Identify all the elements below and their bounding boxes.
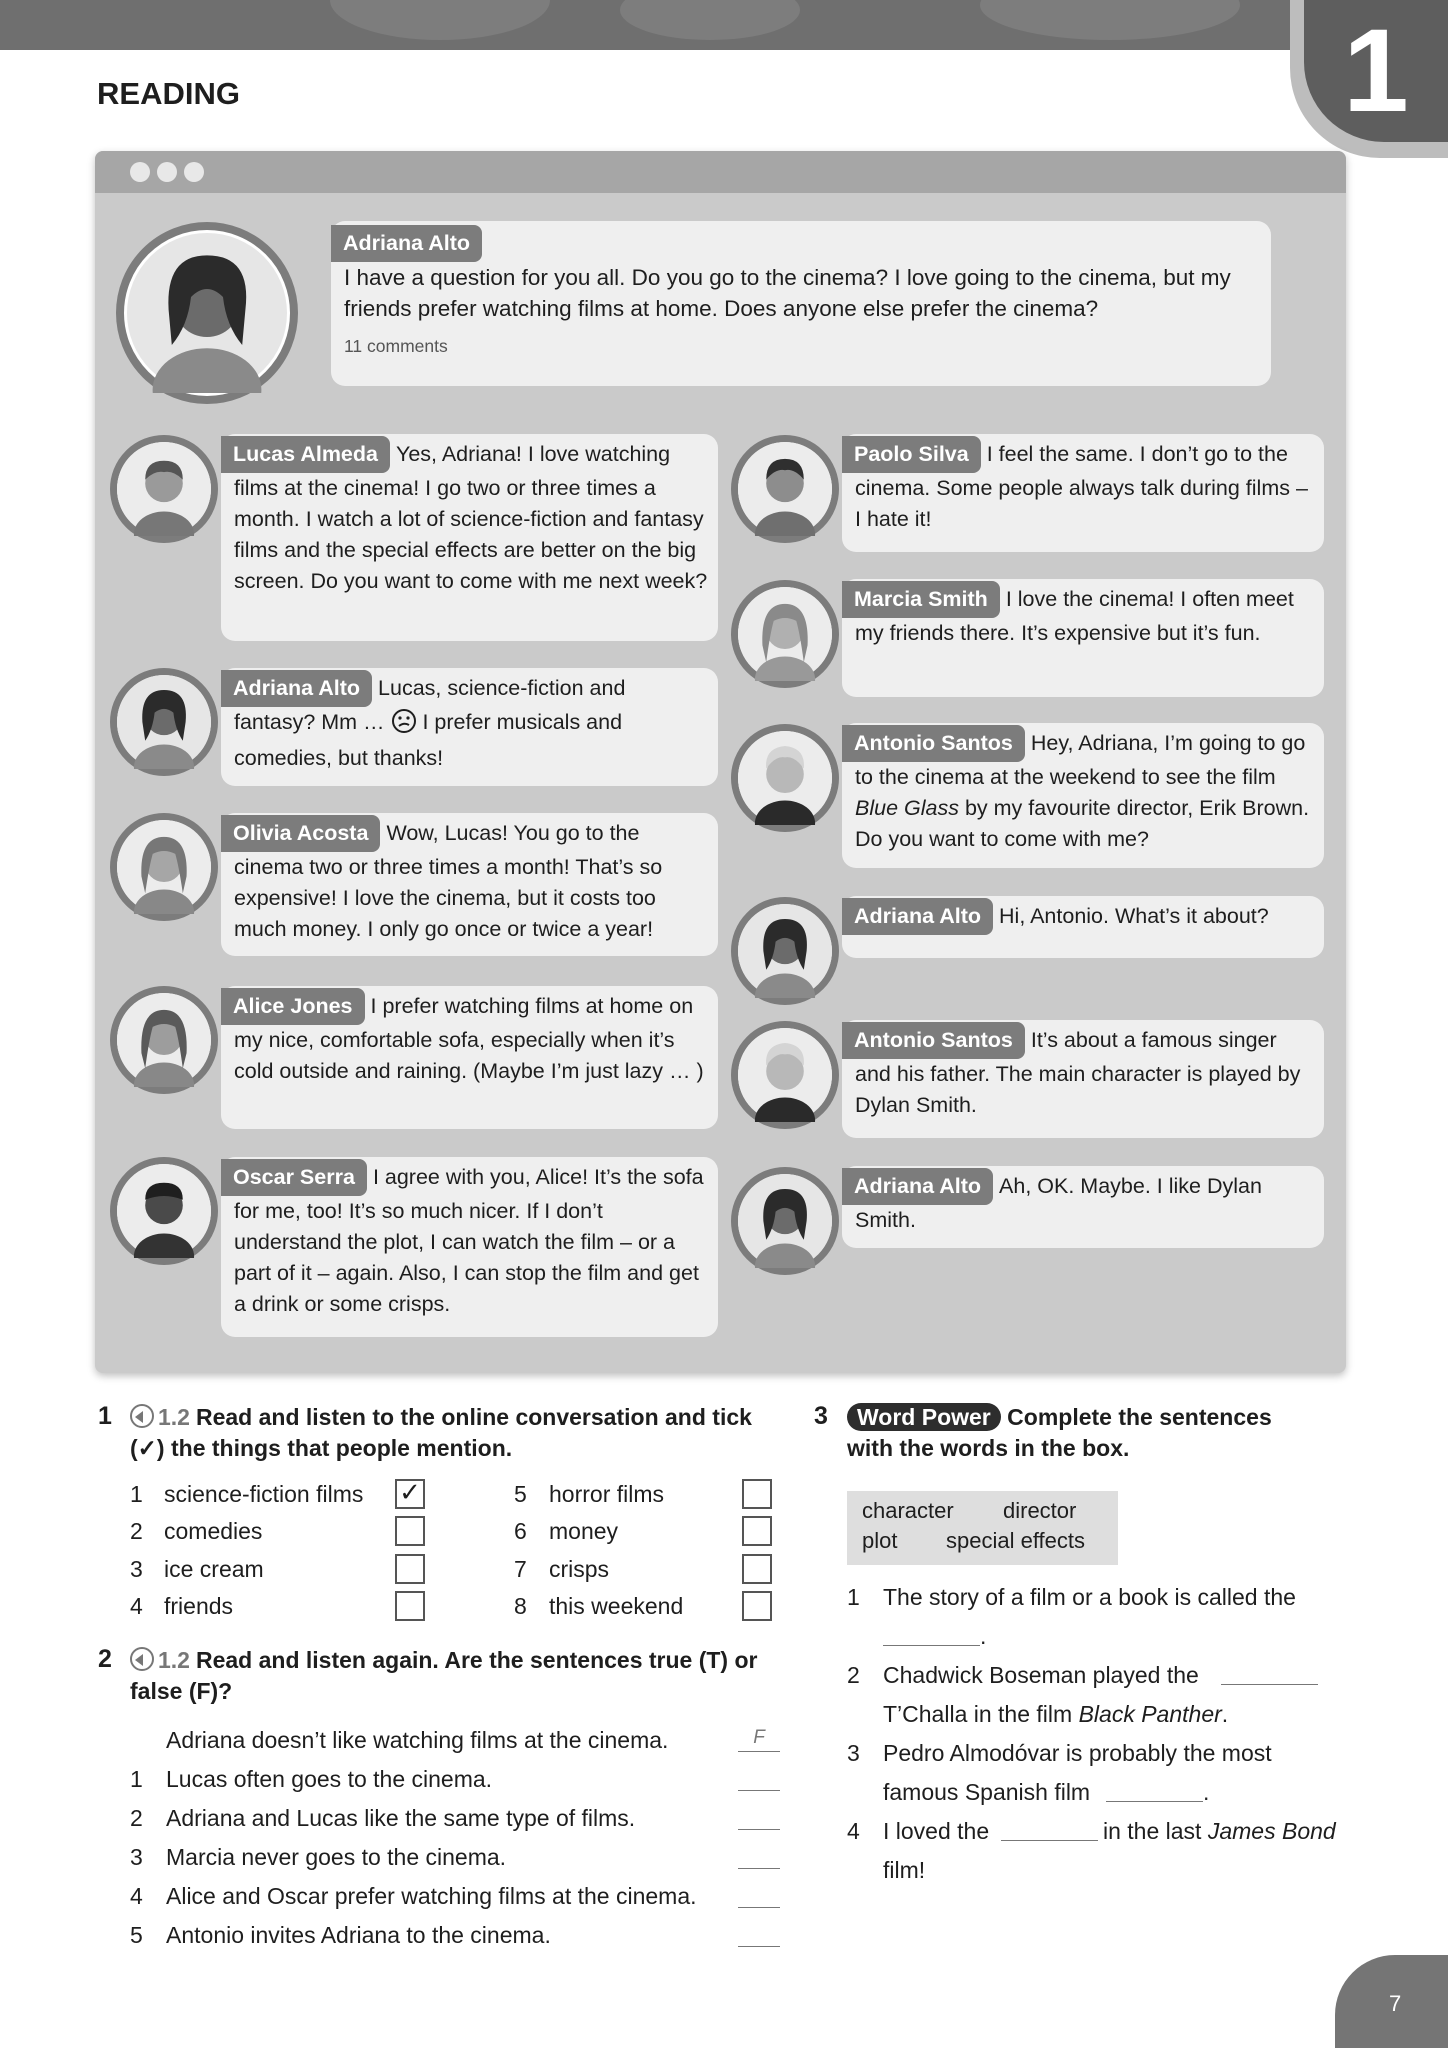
ex3-item-text [1103, 1812, 1336, 1851]
answer-blank[interactable] [738, 1883, 780, 1908]
ex3-text: . [1221, 1701, 1229, 1727]
audio-icon[interactable] [130, 1404, 154, 1428]
item-number: 1 [130, 1481, 143, 1507]
comment-text: Lucas, science-fiction and fantasy? Mm … [234, 676, 626, 734]
comment-text: Wow, Lucas! You go to the cinema two or three times a month! That’s so expensive! I love the cinema, but it costs too much money. I only go once or twice a year! [234, 821, 663, 941]
avatar-alice [110, 986, 218, 1094]
comment-olivia [221, 813, 718, 956]
avatar-lucas [110, 435, 218, 543]
word-box-item: character [862, 1498, 954, 1523]
ex1-item [514, 1481, 665, 1508]
exercise-1-number: 1 [98, 1402, 112, 1430]
item-number: 3 [130, 1556, 143, 1582]
item-text: this weekend [549, 1593, 684, 1619]
ex1-checkbox[interactable] [742, 1554, 772, 1584]
word-box [847, 1491, 1118, 1565]
ex3-item-text [883, 1695, 1228, 1734]
instruction-text: Complete the sentences [1007, 1404, 1272, 1430]
confused-face-icon [391, 708, 417, 743]
ex1-checkbox[interactable] [742, 1591, 772, 1621]
header-band [0, 0, 1448, 50]
ex1-checkbox[interactable] [742, 1479, 772, 1509]
answer-blank[interactable]: F [738, 1727, 780, 1752]
film-title: Black Panther [1078, 1701, 1222, 1727]
item-text: Marcia never goes to the cinema. [166, 1844, 507, 1870]
comment-author: Antonio Santos [842, 1022, 1025, 1059]
exercise-1-instruction [130, 1402, 770, 1464]
exercise-2-instruction [130, 1645, 780, 1707]
comment-text: by my favourite director, Erik Brown. Do you want to come with me? [855, 796, 1310, 851]
exercise-3-number: 3 [814, 1402, 828, 1430]
comment-author: Paolo Silva [842, 436, 981, 473]
comment-text: I love the cinema! I often meet my friends there. It’s expensive but it’s fun. [855, 587, 1294, 645]
avatar-adriana [731, 1167, 839, 1275]
ex3-item-text: I loved the [883, 1818, 990, 1844]
item-number: 1 [130, 1766, 143, 1792]
item-text: horror films [549, 1481, 665, 1507]
ex1-checkbox[interactable] [395, 1516, 425, 1546]
ex1-item [130, 1518, 263, 1545]
item-number: 5 [130, 1922, 143, 1948]
comment-antonio-1 [842, 723, 1324, 868]
item-number: 2 [130, 1518, 143, 1544]
header-decoration [330, 0, 550, 40]
comment-alice [221, 986, 718, 1129]
comment-author: Adriana Alto [221, 670, 372, 707]
ex3-item-number: 2 [847, 1662, 860, 1688]
comment-author: Adriana Alto [842, 898, 993, 935]
ex3-item-number: 1 [847, 1584, 860, 1610]
window-dot [184, 162, 204, 182]
comment-adriana-3 [842, 1166, 1324, 1248]
film-title: James Bond [1207, 1818, 1336, 1844]
ex3-item-number: 3 [847, 1740, 860, 1766]
exercise-2-number: 2 [98, 1645, 112, 1673]
ex2-item [130, 1883, 697, 1910]
comment-text: Hi, Antonio. What’s it about? [999, 904, 1269, 928]
word-box-item: director [1003, 1498, 1077, 1523]
avatar-antonio [731, 1021, 839, 1129]
comment-author: Lucas Almeda [221, 436, 390, 473]
item-text: crisps [549, 1556, 610, 1582]
avatar-adriana [110, 668, 218, 776]
ex3-item-text: Pedro Almodóvar is probably the most [883, 1740, 1272, 1766]
ex3-item-text: The story of a film or a book is called the [883, 1584, 1296, 1610]
item-text: Adriana and Lucas like the same type of films. [166, 1805, 636, 1831]
ex2-item [130, 1844, 507, 1871]
ex3-item-text: film! [883, 1857, 926, 1883]
header-decoration [620, 0, 800, 40]
ex1-item [514, 1518, 619, 1545]
item-text: science-fiction films [164, 1481, 364, 1507]
instruction-text: with the words in the box. [847, 1435, 1130, 1461]
avatar-olivia [110, 813, 218, 921]
comment-author: Adriana Alto [842, 1168, 993, 1205]
comment-text: I prefer watching films at home on my nice, comfortable sofa, especially when it’s cold outside and raining. (Maybe I’m just lazy … ) [234, 994, 704, 1083]
item-number: 7 [514, 1556, 527, 1582]
answer-blank[interactable] [738, 1844, 780, 1869]
header-decoration [980, 0, 1240, 40]
answer-blank[interactable] [738, 1805, 780, 1830]
item-number: 2 [130, 1805, 143, 1831]
ex1-item [514, 1593, 684, 1620]
avatar-oscar [110, 1157, 218, 1265]
post-author: Adriana Alto [331, 225, 482, 262]
comment-text: Ah, OK. Maybe. I like Dylan Smith. [855, 1174, 1262, 1232]
item-text: ice cream [164, 1556, 264, 1582]
window-dot [157, 162, 177, 182]
comment-text: It’s about a famous singer and his father. The main character is played by Dylan Smith. [855, 1028, 1301, 1117]
comment-oscar [221, 1157, 718, 1337]
instruction-text: Read and listen again. Are the sentences true (T) or false (F)? [130, 1647, 758, 1704]
item-number: 4 [130, 1883, 143, 1909]
item-number: 3 [130, 1844, 143, 1870]
ex1-item [514, 1556, 610, 1583]
ex3-item-text: famous Spanish film [883, 1779, 1091, 1805]
item-number: 8 [514, 1593, 527, 1619]
ex3-item-text: . [980, 1623, 987, 1649]
comment-adriana-2 [842, 896, 1324, 958]
instruction-text: Read and listen to the online conversation and tick (✓) the things that people mention. [130, 1404, 752, 1461]
page-number-tab [1335, 1955, 1448, 2048]
comment-adriana-1 [221, 668, 718, 786]
comment-text: Hey, Adriana, I’m going to go to the cinema at the weekend to see the film [855, 731, 1306, 789]
avatar-marcia [731, 580, 839, 688]
ex1-checkbox[interactable] [395, 1591, 425, 1621]
comment-author: Marcia Smith [842, 581, 1000, 618]
item-text: Lucas often goes to the cinema. [166, 1766, 493, 1792]
comment-author: Antonio Santos [842, 725, 1025, 762]
answer-blank[interactable] [1221, 1660, 1318, 1685]
ex1-item [130, 1593, 234, 1620]
window-dot [130, 162, 150, 182]
ex1-item [130, 1481, 364, 1508]
avatar-antonio [731, 724, 839, 832]
ex1-checkbox[interactable]: ✓ [395, 1479, 425, 1509]
comment-author: Oscar Serra [221, 1159, 367, 1196]
comment-paolo [842, 434, 1324, 552]
track-number: 1.2 [158, 1647, 190, 1673]
comment-marcia [842, 579, 1324, 697]
ex1-checkbox[interactable] [742, 1516, 772, 1546]
comment-text: Yes, Adriana! I love watching films at the cinema! I go two or three times a month. I watch a lot of science-fiction and fantasy films and the special effects are better on the big screen. Do you want to come with me next week? [234, 442, 708, 593]
item-number: 5 [514, 1481, 527, 1507]
answer-blank[interactable] [738, 1766, 780, 1791]
item-text: friends [164, 1593, 234, 1619]
ex2-item [130, 1766, 493, 1793]
unit-tab [1290, 0, 1448, 158]
word-box-item: plot [862, 1528, 898, 1553]
ex1-checkbox[interactable] [395, 1554, 425, 1584]
item-number: 6 [514, 1518, 527, 1544]
item-text: Antonio invites Adriana to the cinema. [166, 1922, 551, 1948]
window-bar [95, 151, 1346, 193]
comment-antonio-2 [842, 1020, 1324, 1138]
avatar-paolo [731, 435, 839, 543]
post-text: I have a question for you all. Do you go to the cinema? I love going to the cinema, but my friends prefer watching films at home. Does anyone else prefer the cinema? [344, 265, 1231, 321]
comment-lucas [221, 434, 718, 641]
exercise-3-instruction [847, 1402, 1327, 1464]
ex3-text: in the last [1103, 1818, 1208, 1844]
word-box-item: special effects [946, 1528, 1086, 1553]
comment-author: Alice Jones [221, 988, 365, 1025]
comment-text: I feel the same. I don’t go to the cinema. Some people always talk during films – I hate it! [855, 442, 1308, 531]
audio-icon[interactable] [130, 1647, 154, 1671]
item-text: Adriana doesn’t like watching films at the cinema. [166, 1727, 669, 1753]
avatar-adriana [116, 222, 298, 404]
comment-author: Olivia Acosta [221, 815, 380, 852]
comment-text: I prefer musicals and comedies, but thanks! [234, 710, 623, 770]
answer-blank[interactable] [738, 1922, 780, 1947]
item-text: comedies [164, 1518, 263, 1544]
answer-blank[interactable] [1001, 1816, 1098, 1841]
ex3-text: T’Challa in the film [883, 1701, 1079, 1727]
item-text: Alice and Oscar prefer watching films at the cinema. [166, 1883, 697, 1909]
avatar-adriana [731, 897, 839, 1005]
ex1-item [130, 1556, 264, 1583]
word-power-badge: Word Power [847, 1403, 1001, 1431]
page-number: 7 [1389, 1991, 1402, 2016]
ex3-item-number: 4 [847, 1818, 860, 1844]
comment-text: I agree with you, Alice! It’s the sofa for me, too! It’s so much nicer. If I don’t understand the plot, I can watch the film – or a part of it – again. Also, I can stop the film and get a drink or some crisps. [234, 1165, 704, 1316]
section-title: READING [97, 76, 240, 111]
item-text: money [549, 1518, 619, 1544]
comment-count[interactable]: 11 comments [344, 336, 448, 356]
ex3-item-text: Chadwick Boseman played the [883, 1662, 1199, 1688]
ex2-item [130, 1805, 636, 1832]
unit-number: 1 [1343, 5, 1409, 137]
film-title: Blue Glass [855, 796, 959, 820]
post-bubble [331, 221, 1271, 386]
ex3-item-text: . [1203, 1779, 1210, 1805]
answer-blank[interactable] [883, 1621, 980, 1646]
answer-blank[interactable] [1106, 1777, 1203, 1802]
item-number: 4 [130, 1593, 143, 1619]
track-number: 1.2 [158, 1404, 190, 1430]
ex2-item [130, 1922, 551, 1949]
